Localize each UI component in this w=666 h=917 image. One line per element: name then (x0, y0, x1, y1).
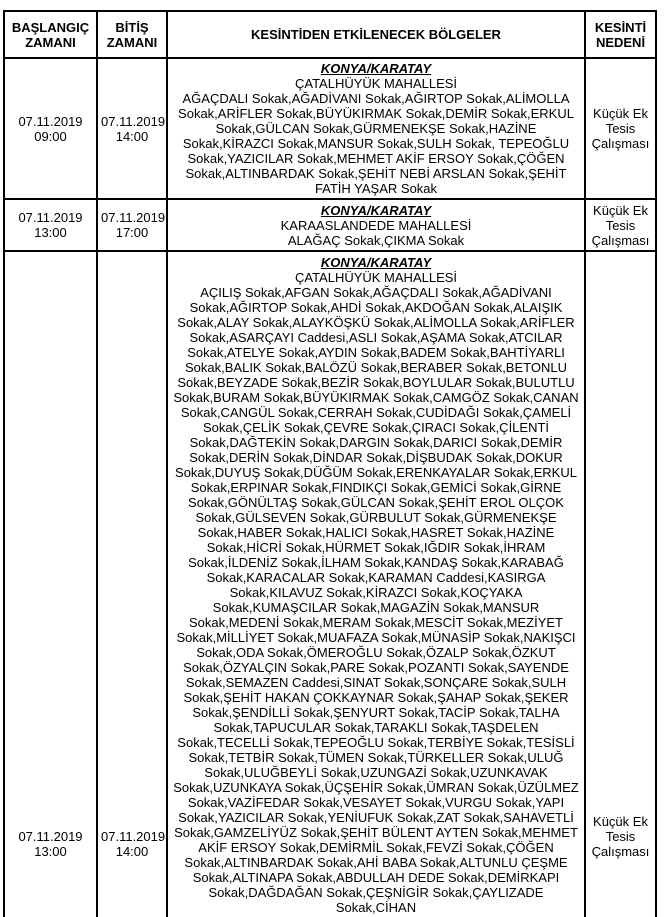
start-time-cell (4, 199, 97, 251)
end-time: 14:00 (115, 844, 149, 859)
col-header-outage-reason: KESİNTİ NEDENİ (585, 11, 656, 58)
neighborhood-label: ÇATALHÜYÜK MAHALLESİ (294, 76, 458, 91)
streets-list: AĞAÇDALI Sokak,AĞADİVANI Sokak,AĞIRTOP Sokak,ALİMOLLA Sokak,ARİFLER Sokak,BÜYÜKIRMAK Sokak,DEMİR Sokak,ERKUL Sokak,GÜLCAN Sokak,GÜRMENEKŞE Sokak,HAZİNE Sokak,KİRAZCI Sokak,MANSUR Sokak,SULH Sokak, TEPEOĞLU Sokak,YAZICILAR Sokak,MEHMET AKİF ERSOY Sokak,ÇÖĞEN Sokak,ALTINBARDAK Sokak,ŞEHİT NEBİ ARSLAN Sokak,ŞEHİT FATİH YAŞAR Sokak (178, 91, 574, 196)
regions-cell (167, 58, 585, 199)
end-time-cell (97, 199, 167, 251)
streets-list: AÇILIŞ Sokak,AFGAN Sokak,AĞAÇDALI Sokak,AĞADİVANI Sokak,AĞIRTOP Sokak,AHDİ Sokak,AKDOĞAN Sokak,ALAIŞIK Sokak,ALAY Sokak,ALAYKÖŞKÜ Sokak,ALİMOLLA Sokak,ARİFLER Sokak,ASARÇAYI Caddesi,ASLI Sokak,AŞAMA Sokak,ATCILAR Sokak,ATELYE Sokak,AYDIN Sokak,BADEM Sokak,BAHTİYARLI Sokak,BALIK Sokak,BALÖZÜ Sokak,BERABER Sokak,BETONLU Sokak,BEYZADE Sokak,BEZİR Sokak,BOYLULAR Sokak,BULUTLU Sokak,BURAM Sokak,BÜYÜKIRMAK Sokak,CAMGÖZ Sokak,CANAN Sokak,CANGÜL Sokak,CERRAH Sokak,CUDİDAĞI Sokak,ÇAMELİ Sokak,ÇELİK Sokak,ÇEVRE Sokak,ÇIRACI Sokak,ÇİLENTİ Sokak,DAĞTEKİN Sokak,DARGIN Sokak,DARICI Sokak,DEMİR Sokak,DERİN Sokak,DİNDAR Sokak,DİŞBUDAK Sokak,DOKUR Sokak,DUYUŞ Sokak,DÜĞÜM Sokak,ERENKAYALAR Sokak,ERKUL Sokak,ERPINAR Sokak,FINDIKÇI Sokak,GEMİCİ Sokak,GİRNE Sokak,GÖNÜLTAŞ Sokak,GÜLCAN Sokak,ŞEHİT EROL OLÇOK Sokak,GÜLSEVEN Sokak,GÜRBULUT Sokak,GÜRMENEKŞE Sokak,HABER Sokak,HALICI Sokak,HASRET Sokak,HAZİNE Sokak,HİCRİ Sokak,HÜRMET Sokak,IĞDIR Sokak,İHRAM Sokak,İLDENİZ Sokak,İLHAM Sokak,KANDAŞ Sokak,KARABAĞ Sokak,KARACALAR Sokak,KARAMAN Caddesi,KASIRGA Sokak,KILAVUZ Sokak,KİRAZCI Sokak,KOÇYAKA Sokak,KUMAŞCILAR Sokak,MAGAZİN Sokak,MANSUR Sokak,MEDENİ Sokak,MERAM Sokak,MESCİT Sokak,MEZİYET Sokak,MİLLİYET Sokak,MUAFAZA Sokak,MÜNASİP Sokak,NAKIŞCI Sokak,ODA Sokak,ÖMEROĞLU Sokak,ÖZALP Sokak,ÖZKUT Sokak,ÖZYALÇIN Sokak,PARE Sokak,POZANTI Sokak,SAYENDE Sokak,SEMAZEN Caddesi,SINAT Sokak,SONÇARE Sokak,SULH Sokak,ŞEHİT HAKAN ÇOKKAYNAR Sokak,ŞAHAP Sokak,ŞEKER Sokak,ŞENDİLLİ Sokak,ŞENYURT Sokak,TACİP Sokak,TALHA Sokak,TAPUCULAR Sokak,TARAKLI Sokak,TAŞDELEN Sokak,TECELLİ Sokak,TEPEOĞLU Sokak,TERBİYE Sokak,TESİSLİ Sokak,TETBİR Sokak,TÜMEN Sokak,TÜRKELLER Sokak,ULUĞ Sokak,ULUĞBEYLİ Sokak,UZUNGAZİ Sokak,UZUNKAVAK Sokak,UZUNKAYA Sokak,ÜÇŞEHİR Sokak,ÜMRAN Sokak,ÜZÜLMEZ Sokak,VAZİFEDAR Sokak,VESAYET Sokak,VURGU Sokak,YAPI Sokak,YAZICILAR Sokak,YENİUFUK Sokak,ZAT Sokak,SAHAVETLİ Sokak,GAMZELİYÜZ Sokak,ŞEHİT BÜLENT AYTEN Sokak,MEHMET AKİF ERSOY Sokak,DEMİRMİL Sokak,FEVZİ Sokak,ÇÖĞEN Sokak,ALTINBARDAK Sokak,AHİ BABA Sokak,ALTUNLU ÇEŞME Sokak,ALTINAPA Sokak,ABDULLAH DEDE Sokak,DEMİRKAPI Sokak,DAĞDAĞAN Sokak,ÇEŞNİGİR Sokak,ÇAYLIZADE Sokak,CİHAN (173, 285, 579, 915)
header-row (4, 11, 656, 58)
reason-cell: Küçük Ek Tesis Çalışması (585, 251, 656, 917)
reason-cell: Küçük Ek Tesis Çalışması (585, 58, 656, 199)
start-date: 07.11.2019 (18, 210, 83, 225)
neighborhood-label: ÇATALHÜYÜK MAHALLESİ (294, 270, 458, 285)
start-date: 07.11.2019 (18, 829, 83, 844)
district-label: KONYA/KARATAY (320, 255, 432, 270)
neighborhood-label: KARAASLANDEDE MAHALLESİ (280, 217, 472, 233)
district-label: KONYA/KARATAY (320, 202, 432, 218)
table-row (4, 58, 656, 199)
reason-cell: Küçük Ek Tesis Çalışması (585, 199, 656, 251)
regions-cell (167, 251, 585, 917)
start-time: 13:00 (34, 225, 67, 240)
table-row (4, 199, 656, 251)
col-header-affected-regions: KESİNTİDEN ETKİLENECEK BÖLGELER (167, 11, 585, 58)
end-time: 17:00 (115, 225, 149, 240)
end-date: 07.11.2019 (101, 210, 166, 225)
streets-list: ALAĞAÇ Sokak,ÇIKMA Sokak (287, 232, 465, 248)
col-header-end-time: BİTİŞ ZAMANI (97, 11, 167, 58)
col-header-start-time: BAŞLANGIÇ ZAMANI (4, 11, 97, 58)
end-date: 07.11.2019 (101, 113, 166, 129)
end-time: 14:00 (115, 128, 149, 144)
start-time: 09:00 (34, 128, 67, 144)
regions-cell (167, 199, 585, 251)
start-time-cell (4, 251, 97, 917)
end-time-cell (97, 58, 167, 199)
table-row (4, 251, 656, 917)
outage-table-container (3, 10, 655, 917)
start-time-cell (4, 58, 97, 199)
end-date: 07.11.2019 (101, 829, 166, 844)
end-time-cell (97, 251, 167, 917)
outage-table (3, 10, 657, 917)
start-time: 13:00 (34, 844, 67, 859)
district-label: KONYA/KARATAY (320, 61, 432, 76)
start-date: 07.11.2019 (18, 113, 83, 129)
